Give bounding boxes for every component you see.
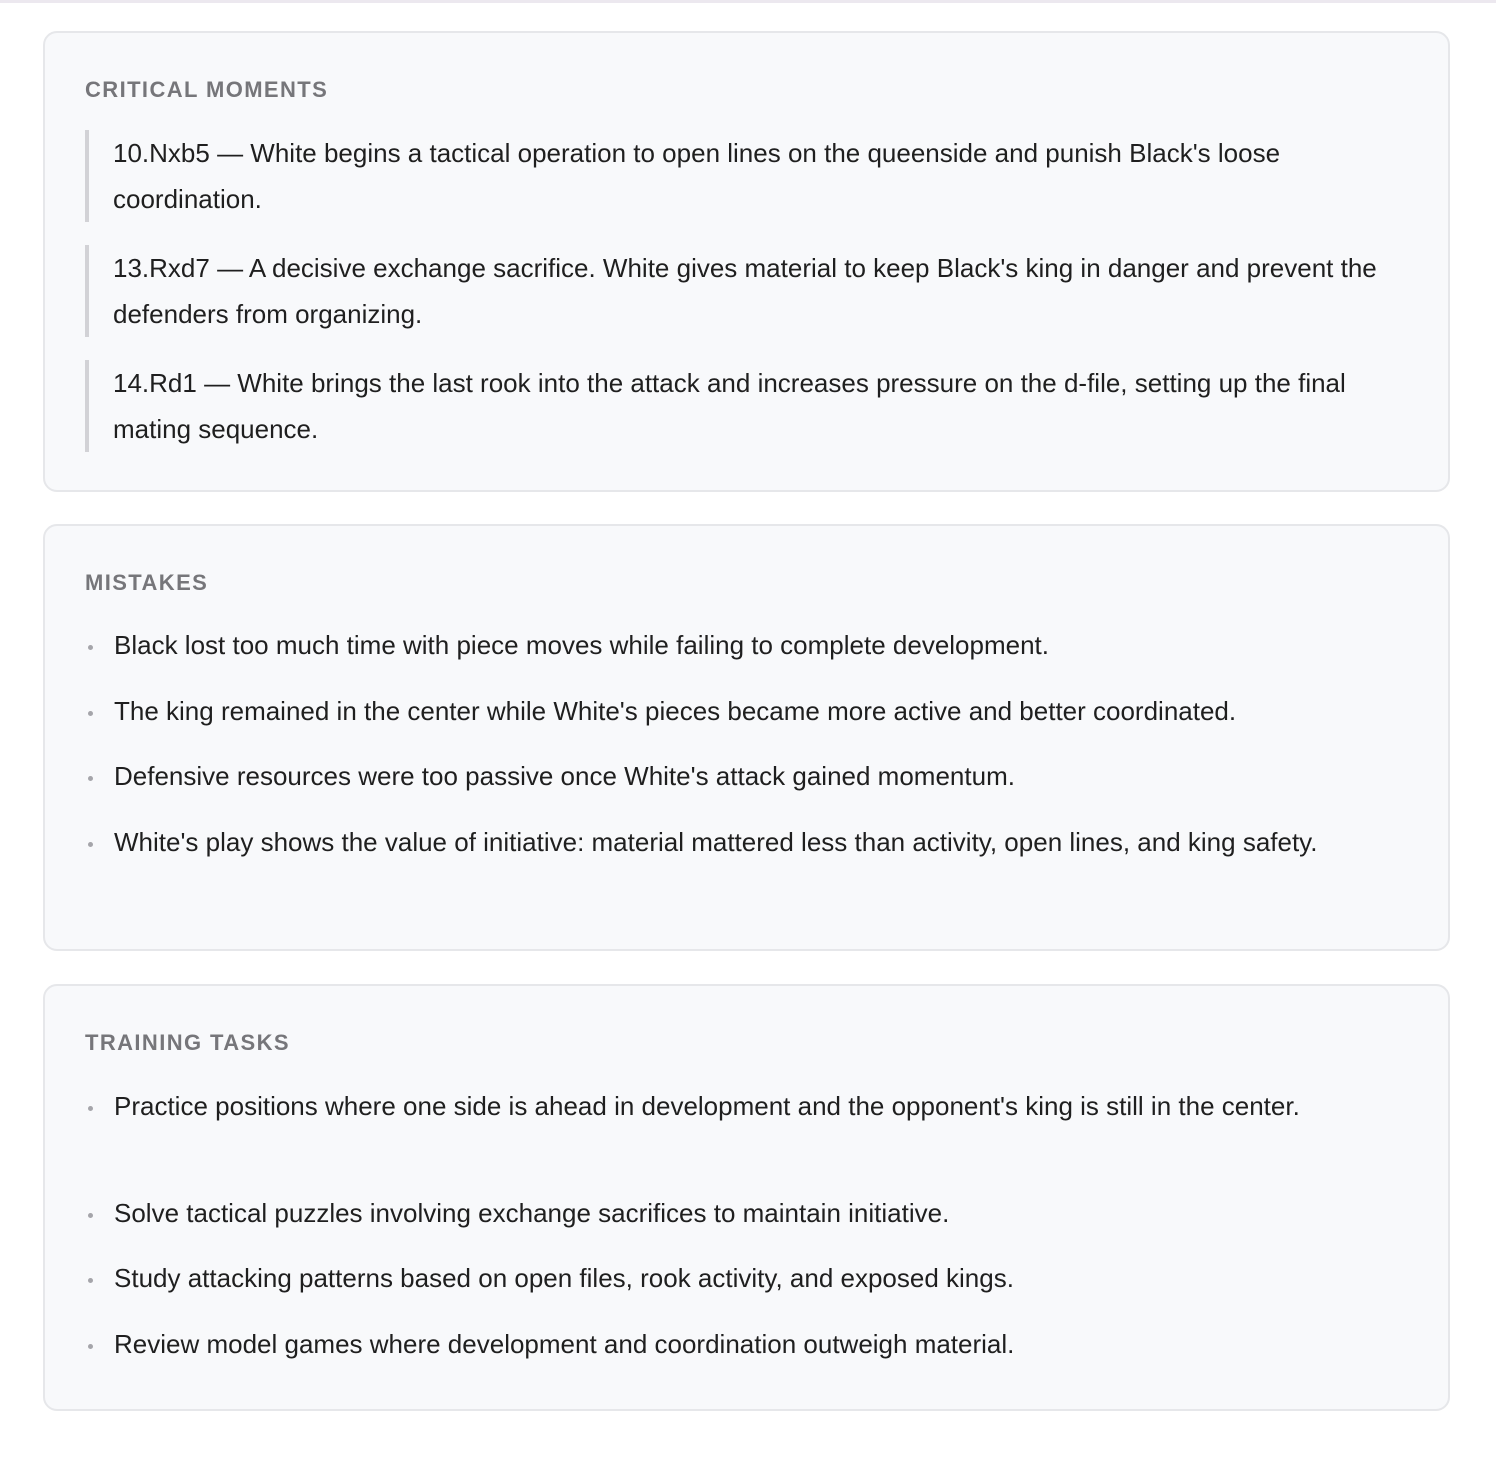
top-divider: [0, 0, 1496, 3]
mistake-text: The king remained in the center while White's pieces became more active and better coordinated.: [114, 696, 1237, 726]
mistakes-card: [43, 524, 1450, 951]
critical-moments-card: [43, 31, 1450, 492]
bullet-icon: [88, 645, 93, 650]
training-task-text: Review model games where development and coordination outweigh material.: [114, 1329, 1015, 1359]
training-tasks-card: [43, 984, 1450, 1411]
bullet-icon: [88, 776, 93, 781]
training-task-item: [85, 1322, 1388, 1367]
critical-moments-heading: CRITICAL MOMENTS: [85, 77, 329, 102]
bullet-icon: [88, 1344, 93, 1349]
mistake-text: Defensive resources were too passive once White's attack gained momentum.: [114, 761, 1015, 791]
critical-moment-item: 10.Nxb5 — White begins a tactical operation to open lines on the queenside and punish Black's loose coordination.: [85, 130, 1388, 222]
training-task-text: Study attacking patterns based on open files, rook activity, and exposed kings.: [114, 1263, 1014, 1293]
training-task-text: Practice positions where one side is ahead in development and the opponent's king is still in the center.: [114, 1091, 1300, 1121]
mistake-item: [85, 820, 1388, 865]
critical-moment-item: 13.Rxd7 — A decisive exchange sacrifice. White gives material to keep Black's king in danger and prevent the defenders from organizing.: [85, 245, 1388, 337]
bullet-icon: [88, 711, 93, 716]
mistake-text: White's play shows the value of initiative: material mattered less than activity, open lines, and king safety.: [114, 827, 1318, 857]
bullet-icon: [88, 1213, 93, 1218]
training-task-item: [85, 1256, 1388, 1301]
mistake-item: [85, 754, 1388, 799]
bullet-icon: [88, 842, 93, 847]
training-task-item: [85, 1084, 1388, 1129]
training-task-item: [85, 1191, 1388, 1236]
mistakes-heading: MISTAKES: [85, 570, 209, 595]
critical-moment-item: 14.Rd1 — White brings the last rook into the attack and increases pressure on the d-file, setting up the final mating sequence.: [85, 360, 1388, 452]
mistake-item: [85, 623, 1388, 668]
training-task-text: Solve tactical puzzles involving exchange sacrifices to maintain initiative.: [114, 1198, 950, 1228]
bullet-icon: [88, 1106, 93, 1111]
training-tasks-heading: TRAINING TASKS: [85, 1030, 290, 1055]
mistake-text: Black lost too much time with piece moves while failing to complete development.: [114, 630, 1049, 660]
mistake-item: [85, 689, 1388, 734]
bullet-icon: [88, 1278, 93, 1283]
